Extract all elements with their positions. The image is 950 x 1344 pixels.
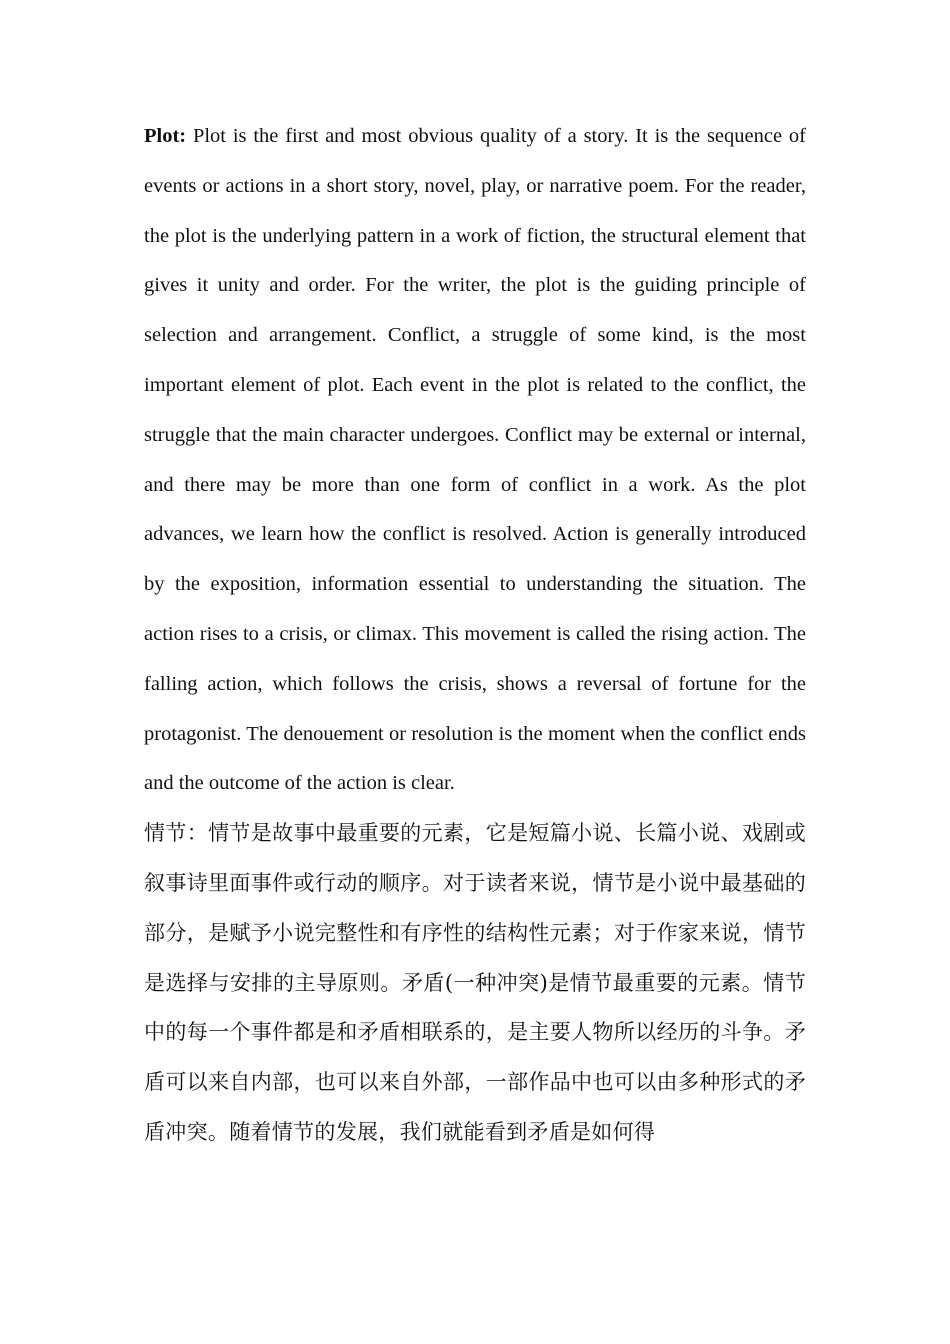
english-paragraph bbox=[144, 112, 806, 809]
term-heading: Plot: bbox=[144, 125, 187, 147]
chinese-paragraph: 情节：情节是故事中最重要的元素，它是短篇小说、长篇小说、戏剧或叙事诗里面事件或行动的顺序。对于读者来说，情节是小说中最基础的部分，是赋予小说完整性和有序性的结构性元素；对于作家来说，情节是选择与安排的主导原则。矛盾(一种冲突)是情节最重要的元素。情节中的每一个事件都是和矛盾相联系的，是主要人物所以经历的斗争。矛盾可以来自内部，也可以来自外部，一部作品中也可以由多种形式的矛盾冲突。随着情节的发展，我们就能看到矛盾是如何得 bbox=[144, 821, 806, 1144]
document-page bbox=[144, 112, 806, 1158]
english-paragraph-body: Plot is the first and most obvious quality of a story. It is the sequence of events or actions in a short story, novel, play, or narrative poem. For the reader, the plot is the underlying pattern in a work of fiction, the structural element that gives it unity and order. For the writer, the plot is the guiding principle of selection and arrangement. Conflict, a struggle of some kind, is the most important element of plot. Each event in the plot is related to the conflict, the struggle that the main character undergoes. Conflict may be external or internal, and there may be more than one form of conflict in a work. As the plot advances, we learn how the conflict is resolved. Action is generally introduced by the exposition, information essential to understanding the situation. The action rises to a crisis, or climax. This movement is called the rising action. The falling action, which follows the crisis, shows a reversal of fortune for the protagonist. The denouement or resolution is the moment when the conflict ends and the outcome of the action is clear. bbox=[144, 125, 806, 795]
